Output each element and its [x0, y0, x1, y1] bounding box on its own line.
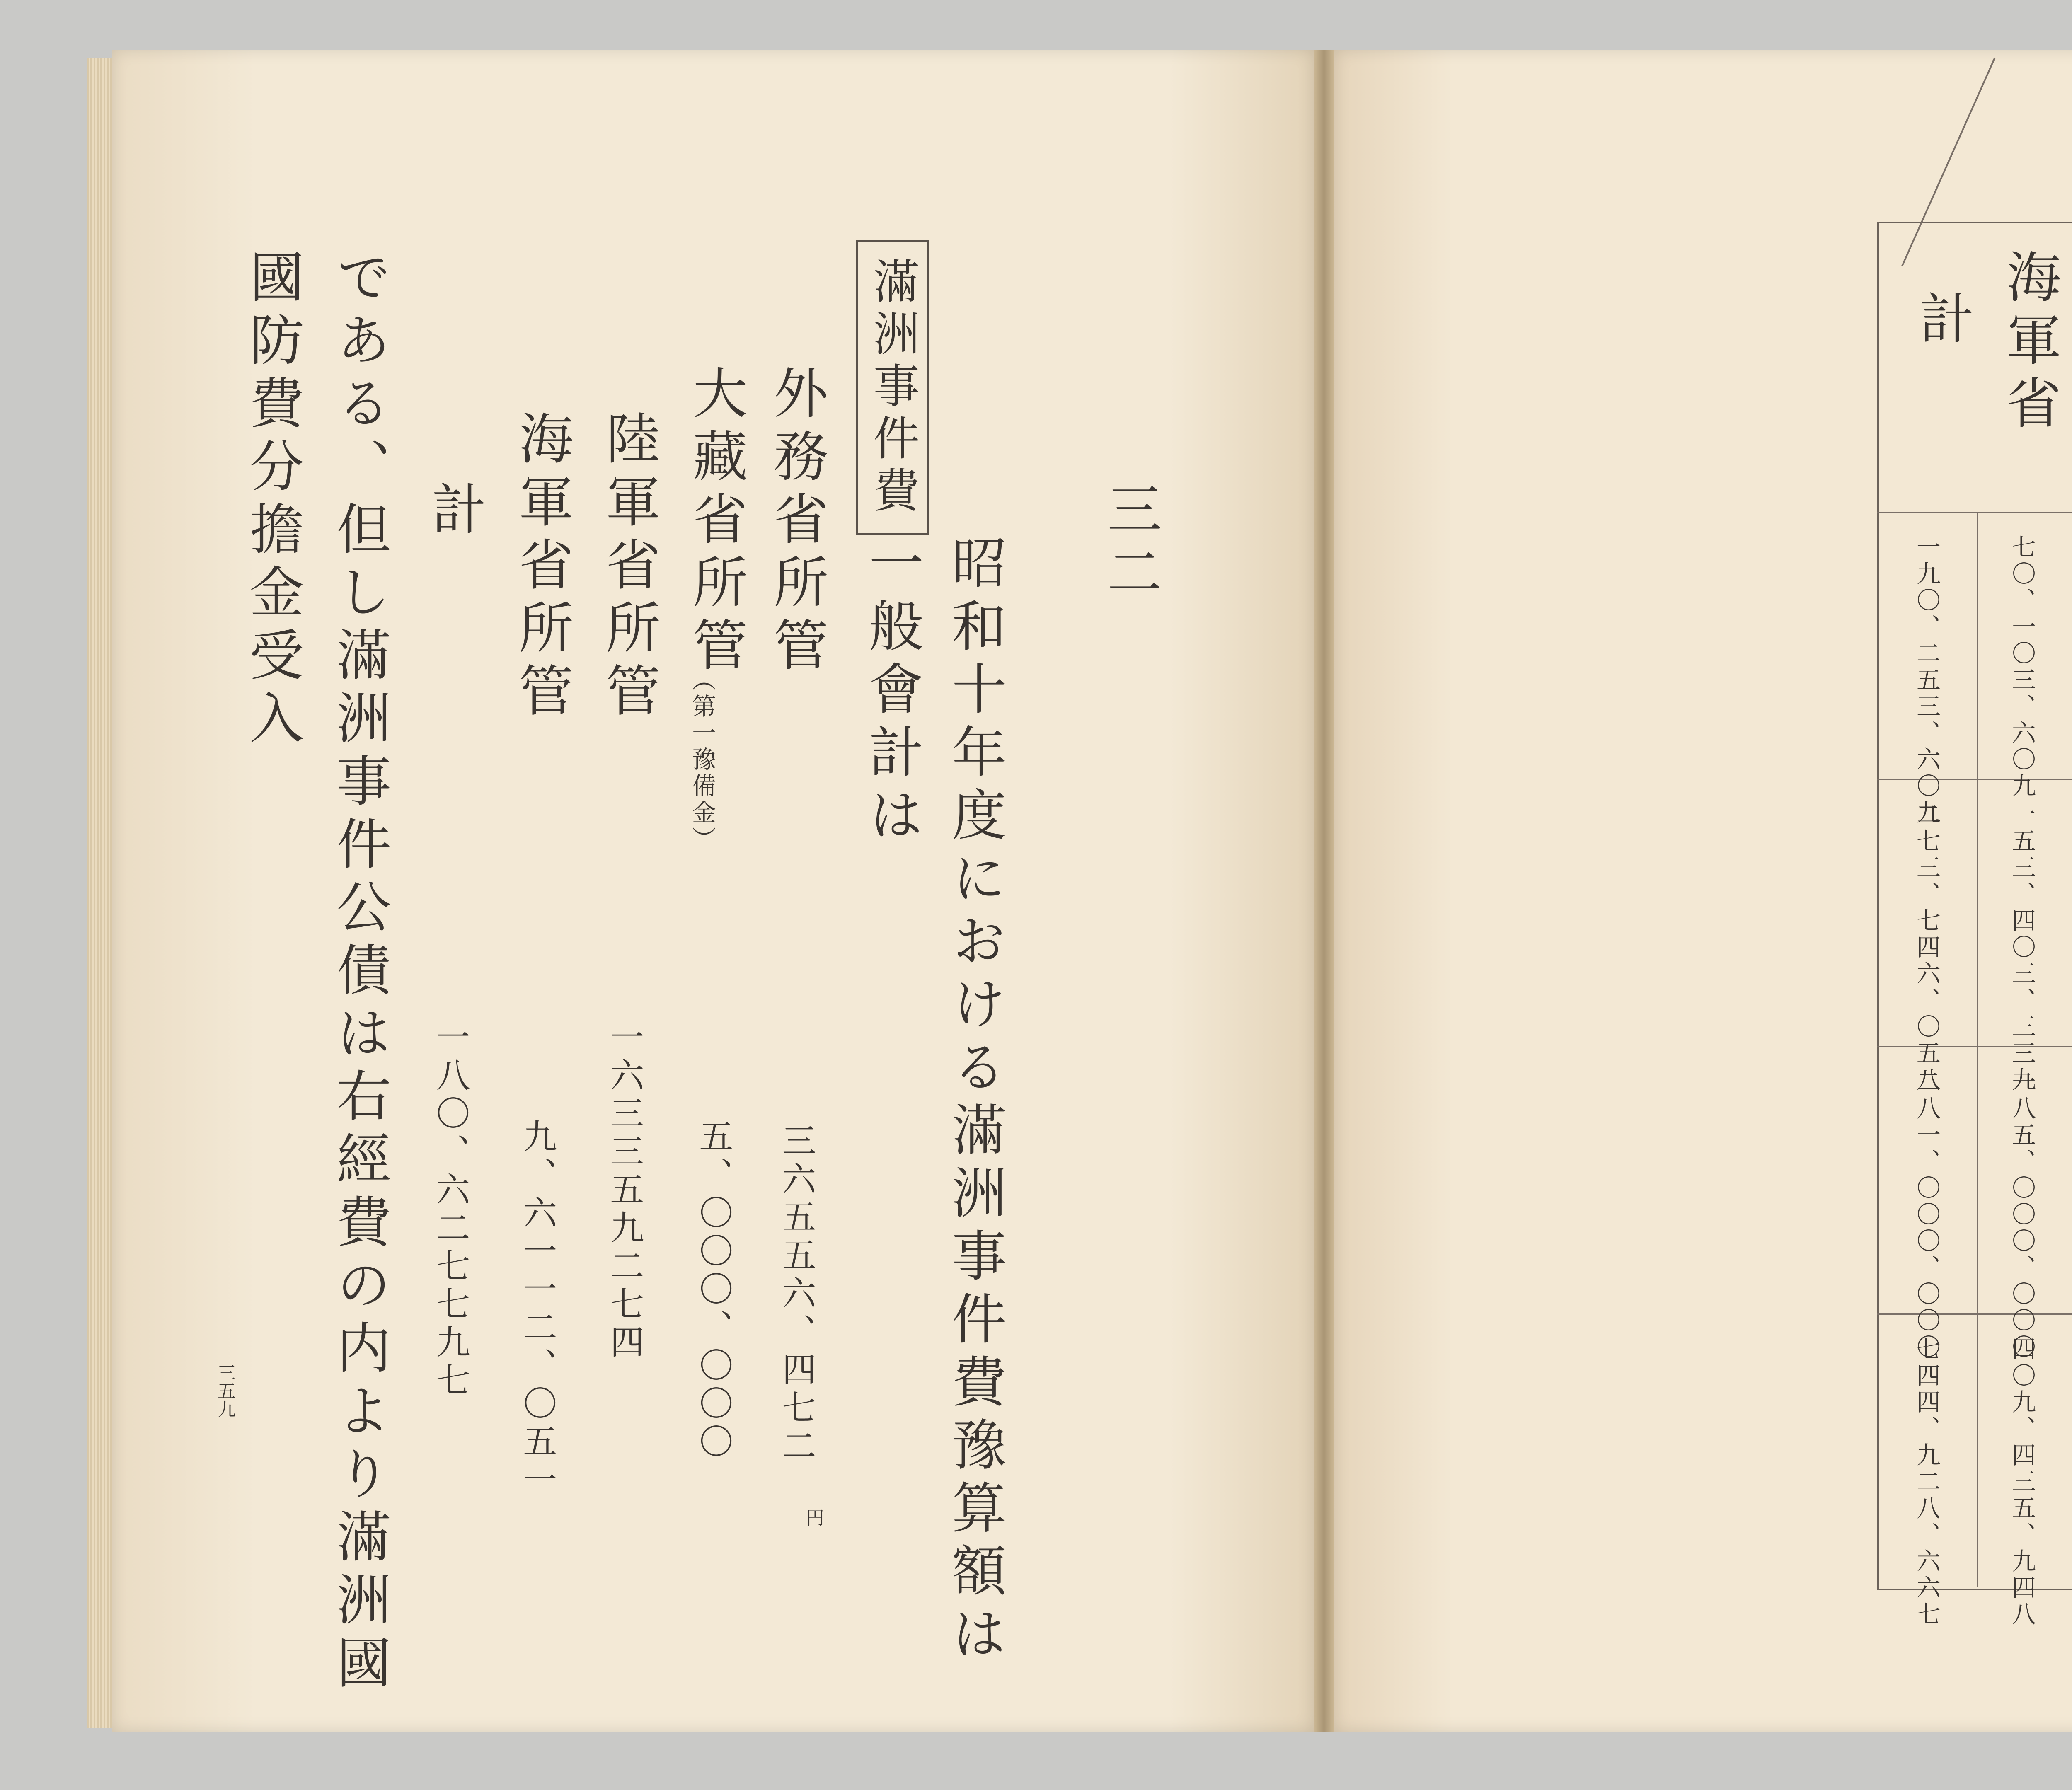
cell-navy-3: 一八五、〇〇〇、〇〇〇 [2008, 1069, 2036, 1361]
cell-navy-2: 一五三、四〇三、三三九 [2008, 802, 2036, 1093]
table-divider [1877, 1046, 2072, 1047]
cell-navy-1: 七〇、一〇三、六〇九 [2008, 535, 2036, 800]
table-divider [1877, 512, 2072, 513]
row-amount-navy: 九、六一一二、〇五一 [518, 1119, 557, 1500]
row-header-total: 計 [1910, 290, 1974, 353]
yen-mark-left: 円 [803, 1508, 824, 1526]
row-amount-foreign: 三六五五六、四七二 [777, 1123, 816, 1466]
row-note-finance: （第一豫備金） [688, 667, 716, 853]
intro-text: 昭和十年度における滿洲事件費豫算額は [942, 535, 1006, 1668]
cell-total-4: 七四四、九二八、六六七 [1912, 1336, 1941, 1628]
cell-total-2: 二七三、七四六、〇五八 [1912, 802, 1941, 1093]
sub-text: 一般會計は [859, 535, 923, 849]
closing-line-1: である、但し滿洲事件公債は右經費の内より滿洲國 [327, 249, 391, 1697]
cell-navy-4: 四〇九、四三五、九四八 [2008, 1336, 2036, 1628]
row-label-foreign: 外務省所管 [764, 365, 828, 680]
row-amount-finance: 五、〇〇〇、〇〇〇 [694, 1119, 733, 1462]
row-header-navy: 海軍省 [1997, 249, 2061, 438]
table-divider [1877, 1313, 2072, 1315]
row-amount-army: 一六三三五九二七四 [605, 1019, 644, 1362]
closing-line-2: 國防費分擔金受入 [240, 249, 304, 752]
boxed-label: 滿洲事件費 [856, 240, 929, 535]
cell-total-3: 二八一、〇〇〇、〇〇〇 [1912, 1069, 1941, 1361]
table-col-line [1977, 512, 1978, 1587]
row-label-finance: 大藏省所管 [683, 365, 747, 680]
book-gutter [1314, 50, 1334, 1732]
table-divider [1877, 779, 2072, 780]
section-number: 三二 [1098, 481, 1162, 607]
row-label-total: 計 [422, 481, 486, 544]
row-label-navy: 海軍省所管 [509, 410, 573, 725]
row-amount-total: 一八〇、六二七七九七 [431, 1019, 470, 1401]
cell-total-1: 一九〇、二五三、六〇九 [1912, 535, 1941, 826]
row-label-army: 陸軍省所管 [596, 410, 660, 725]
page-number-left: 三五九 [214, 1363, 235, 1418]
